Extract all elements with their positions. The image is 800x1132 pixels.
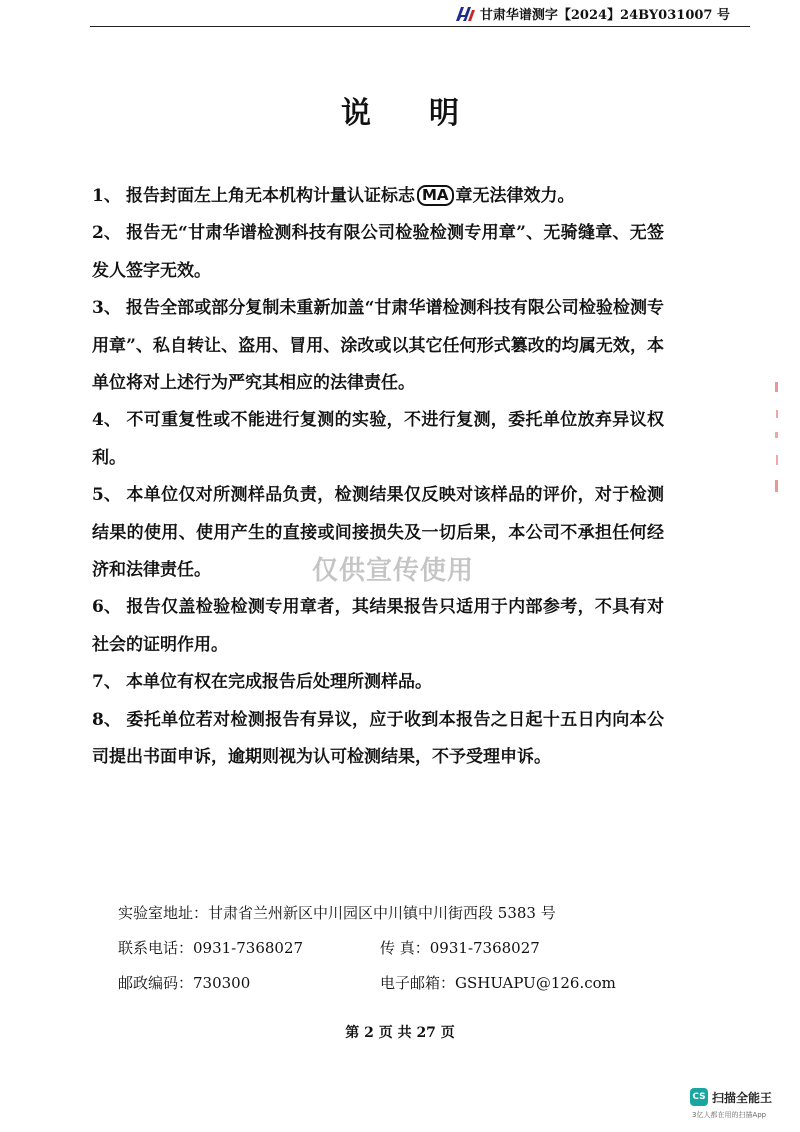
email: 电子邮箱：GSHUAPU@126.com <box>380 974 616 992</box>
term-item-8 <box>92 702 664 777</box>
term-text: 本单位有权在完成报告后处理所测样品。 <box>126 672 432 693</box>
term-item-3 <box>92 290 664 402</box>
watermark: 仅供宣传使用 <box>312 556 475 586</box>
contact-fax: 传 真：0931-7368027 <box>380 939 540 957</box>
report-number: 甘肃华谱测字【2024】24BY031007 号 <box>479 8 730 23</box>
term-text: 不可重复性或不能进行复测的实验，不进行复测，委托单位放弃异议权利。 <box>92 410 664 468</box>
contact-row-postcode <box>118 966 678 1001</box>
report-number-line <box>454 4 730 23</box>
term-text: 报告无“甘肃华谱检测科技有限公司检验检测专用章”、无骑缝章、无签发人签字无效。 <box>92 223 664 281</box>
term-number: 2、 <box>92 223 121 244</box>
page-number: 第 2 页 共 27 页 <box>345 1025 455 1041</box>
terms-list <box>92 178 664 777</box>
term-text: 报告仅盖检验检测专用章者，其结果报告只适用于内部参考，不具有对社会的证明作用。 <box>92 597 664 655</box>
term-item-2 <box>92 215 664 290</box>
term-number: 6、 <box>92 597 121 618</box>
term-item-7 <box>92 664 664 701</box>
scanner-name: 扫描全能王 <box>712 1090 773 1105</box>
page-title: 说明 <box>341 96 517 131</box>
term-text: 报告全部或部分复制未重新加盖“甘肃华谱检测科技有限公司检验检测专用章”、私自转让、盗用、冒用、涂改或以其它任何形式篡改的均属无效，本单位将对上述行为严究其相应的法律责任。 <box>92 298 664 394</box>
term-number: 3、 <box>92 298 121 319</box>
contact-row-phone <box>118 931 678 966</box>
company-logo-icon <box>454 6 476 22</box>
lab-address: 实验室地址：甘肃省兰州新区中川园区中川镇中川街西段 5383 号 <box>118 904 556 922</box>
contact-phone: 联系电话：0931-7368027 <box>118 939 304 957</box>
term-number: 4、 <box>92 410 121 431</box>
camscanner-icon: CS <box>690 1088 708 1106</box>
term-number: 7、 <box>92 672 121 693</box>
term-item-6 <box>92 589 664 664</box>
ma-certification-mark: MA <box>417 185 454 206</box>
scanner-badge <box>690 1088 772 1106</box>
term-number: 8、 <box>92 709 121 730</box>
scanner-tagline: 3亿人都在用的扫描App <box>692 1111 767 1119</box>
contact-row-address <box>118 896 678 931</box>
term-text-tail: 章无法律效力。 <box>455 186 575 206</box>
contact-block <box>118 896 678 1001</box>
term-text: 报告封面左上角无本机构计量认证标志 <box>126 186 415 206</box>
term-number: 1、 <box>92 186 121 206</box>
report-header <box>90 0 750 27</box>
term-item-4 <box>92 402 664 477</box>
seal-edge-mark <box>772 380 782 500</box>
term-text: 委托单位若对检测报告有异议，应于收到本报告之日起十五日内向本公司提出书面申诉，逾期则视为认可检测结果，不予受理申诉。 <box>92 709 664 768</box>
term-item-1 <box>92 178 664 215</box>
term-number: 5、 <box>92 485 121 506</box>
term-text: 本单位仅对所测样品负责，检测结果仅反映对该样品的评价，对于检测结果的使用、使用产生的直接或间接损失及一切后果，本公司不承担任何经济和法律责任。 <box>92 485 664 581</box>
postcode: 邮政编码：730300 <box>118 974 251 992</box>
